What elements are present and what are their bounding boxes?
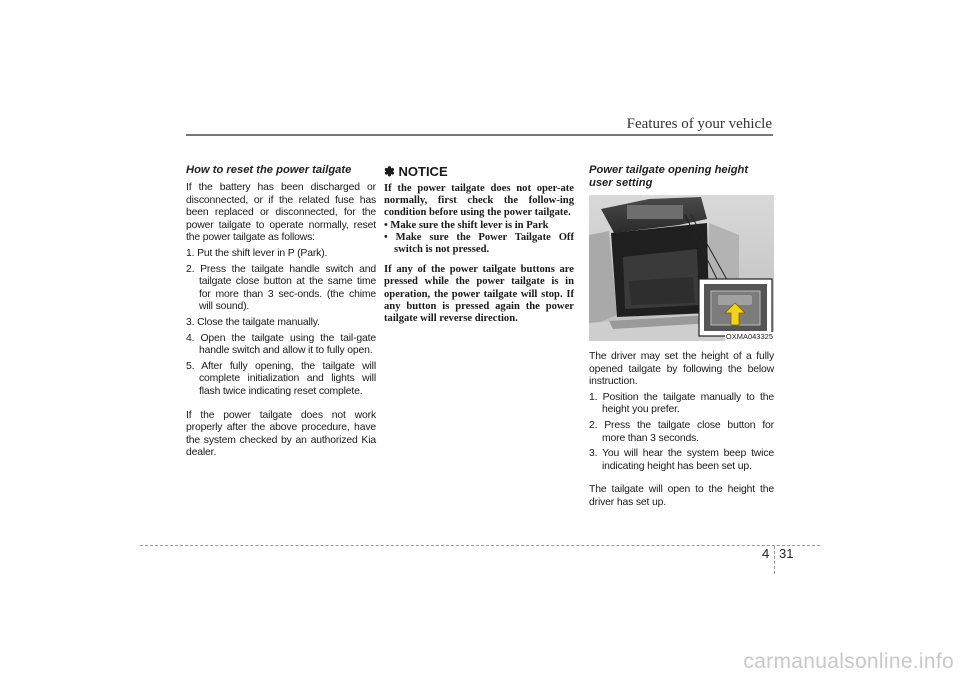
- notice-title: ✽ NOTICE: [384, 164, 448, 179]
- footer-rule: [140, 545, 820, 546]
- image-code: OXMA043325: [725, 332, 773, 341]
- notice-outro: If any of the power tailgate buttons are pressed while the power tailgate is in operation, the power tailgate will stop. If any button is pressed again the power tailgate will reverse direction.: [384, 264, 574, 325]
- height-step-2: 2. Press the tailgate close button for more than 3 seconds.: [589, 419, 774, 444]
- footer-divider: [774, 546, 775, 574]
- reset-step-2: 2. Press the tailgate handle switch and tailgate close button at the same time for more than 3 sec-onds. (the chime will sound).: [186, 263, 376, 313]
- reset-step-5: 5. After fully opening, the tailgate will complete initialization and lights will flash twice indicating reset complete.: [186, 360, 376, 397]
- height-outro: The tailgate will open to the height the driver has set up.: [589, 484, 774, 508]
- column-reset-procedure: [186, 164, 376, 463]
- header-title: Features of your vehicle: [626, 116, 772, 132]
- height-step-1: 1. Position the tailgate manually to the height you prefer.: [589, 391, 774, 416]
- column-notice: [384, 164, 574, 325]
- tailgate-illustration: [589, 195, 774, 341]
- reset-outro: If the power tailgate does not work properly after the above procedure, have the system checked by an authorized Kia dealer.: [186, 409, 376, 459]
- reset-intro: If the battery has been discharged or disconnected, or if the related fuse has been replaced or disconnected, for the power tailgate to operate normally, reset the power tailgate as follows:: [186, 182, 376, 244]
- notice-bullet-2: • Make sure the Power Tailgate Off switch is not pressed.: [384, 231, 574, 256]
- header-rule: [186, 134, 773, 136]
- reset-step-4: 4. Open the tailgate using the tail-gate handle switch and allow it to fully open.: [186, 332, 376, 357]
- reset-step-1: 1. Put the shift lever in P (Park).: [186, 247, 328, 259]
- reset-step-3: 3. Close the tailgate manually.: [186, 316, 320, 328]
- watermark: carmanualsonline.info: [743, 650, 954, 673]
- chapter-number: 4: [762, 546, 770, 561]
- section-title-height: Power tailgate opening height user setting: [589, 164, 749, 189]
- page-number: 31: [779, 546, 794, 561]
- notice-intro: If the power tailgate does not oper-ate normally, first check the follow-ing condition before using the power tailgate.: [384, 183, 574, 219]
- tailgate-photo: [589, 195, 774, 341]
- notice-bullet-1: • Make sure the shift lever is in Park: [384, 219, 549, 231]
- height-intro: The driver may set the height of a fully opened tailgate by following the below instruction.: [589, 351, 774, 388]
- height-step-3: 3. You will hear the system beep twice indicating height has been set up.: [589, 448, 774, 472]
- column-height-setting: [589, 164, 774, 513]
- section-title-reset: How to reset the power tailgate: [186, 164, 352, 176]
